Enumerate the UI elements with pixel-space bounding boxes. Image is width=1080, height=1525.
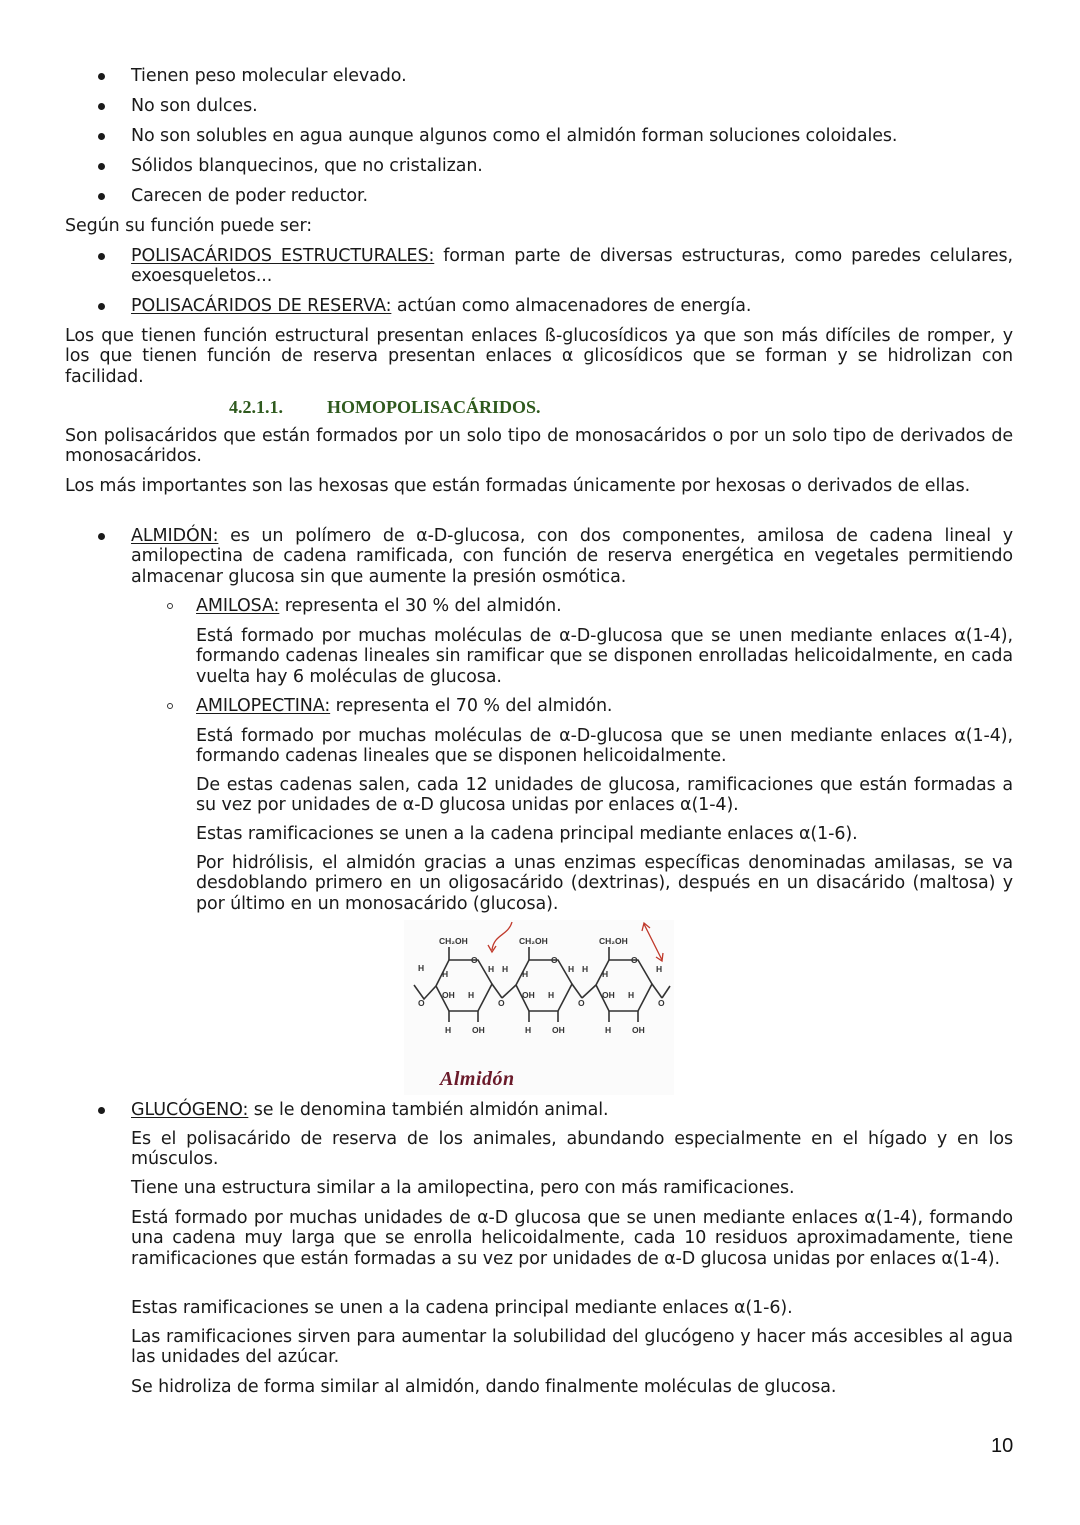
svg-text:O: O bbox=[418, 998, 425, 1008]
svg-text:O: O bbox=[551, 955, 558, 965]
amilopectina-detail: Está formado por muchas moléculas de α-D-glucosa que se unen mediante enlaces α(1-4), formando cadenas lineales que se disponen helicoidalmente. bbox=[196, 726, 1013, 767]
amilosa-detail: Está formado por muchas moléculas de α-D-glucosa que se unen mediante enlaces α(1-4), formando cadenas lineales sin ramificar que se disponen enrolladas helicoidalmente, en cada vuelta hay 6 moléculas de glucosa. bbox=[196, 626, 1013, 687]
svg-text:O: O bbox=[658, 998, 665, 1008]
glucogeno-detail: Tiene una estructura similar a la amilopectina, pero con más ramificaciones. bbox=[131, 1178, 795, 1198]
svg-text:H: H bbox=[442, 969, 449, 979]
bullet-icon bbox=[98, 73, 105, 80]
svg-text:H: H bbox=[418, 963, 425, 973]
glucogeno-item: GLUCÓGENO: se le denomina también almidón animal. bbox=[131, 1100, 609, 1120]
amilopectina-detail: Por hidrólisis, el almidón gracias a unas enzimas específicas denominadas amilasas, se va desdoblando primero en un oligosacárido (dextrinas), después en un disacárido (maltosa) y por último en un monosacárido (glucosa). bbox=[196, 853, 1013, 914]
glucogeno-detail: Estas ramificaciones se unen a la cadena principal mediante enlaces α(1-6). bbox=[131, 1298, 793, 1318]
svg-text:H: H bbox=[548, 990, 555, 1000]
starch-molecule-diagram bbox=[404, 920, 674, 1060]
svg-text:OH: OH bbox=[472, 1025, 485, 1035]
svg-text:CH₂OH: CH₂OH bbox=[519, 936, 548, 946]
svg-text:O: O bbox=[498, 998, 505, 1008]
term-amilopectina: AMILOPECTINA: bbox=[196, 696, 331, 716]
function-intro: Según su función puede ser: bbox=[65, 216, 313, 236]
svg-text:OH: OH bbox=[442, 990, 455, 1000]
bullet-icon bbox=[98, 133, 105, 140]
property-item: Carecen de poder reductor. bbox=[131, 186, 368, 206]
svg-text:H: H bbox=[525, 1025, 532, 1035]
property-item: No son solubles en agua aunque algunos como el almidón forman soluciones coloidales. bbox=[131, 126, 898, 146]
amilopectina-detail: De estas cadenas salen, cada 12 unidades de glucosa, ramificaciones que están formadas a su vez por unidades de α-D glucosa unidas por enlaces α(1-4). bbox=[196, 775, 1013, 816]
term-almidon: ALMIDÓN: bbox=[131, 526, 219, 546]
svg-text:OH: OH bbox=[552, 1025, 565, 1035]
amilopectina-detail: Estas ramificaciones se unen a la cadena principal mediante enlaces α(1-6). bbox=[196, 824, 858, 844]
almidon-item: ALMIDÓN: es un polímero de α-D-glucosa, con dos componentes, amilosa de cadena lineal y amilopectina de cadena ramificada, con función de reserva energética en vegetales permitiendo almacenar glucosa sin que aumente la presión osmótica. bbox=[131, 526, 1013, 587]
svg-text:H: H bbox=[628, 990, 635, 1000]
svg-text:O: O bbox=[631, 955, 638, 965]
property-item: No son dulces. bbox=[131, 96, 258, 116]
homo-definition: Son polisacáridos que están formados por un solo tipo de monosacáridos o por un solo tipo de derivados de monosacáridos. bbox=[65, 426, 1013, 467]
svg-text:CH₂OH: CH₂OH bbox=[439, 936, 468, 946]
svg-text:H: H bbox=[605, 1025, 612, 1035]
function-reserve: POLISACÁRIDOS DE RESERVA: actúan como almacenadores de energía. bbox=[131, 296, 752, 316]
function-structural: POLISACÁRIDOS ESTRUCTURALES: forman parte de diversas estructuras, como paredes celulares, exoesqueletos... bbox=[131, 246, 1013, 287]
bullet-icon bbox=[98, 193, 105, 200]
svg-text:CH₂OH: CH₂OH bbox=[599, 936, 628, 946]
svg-text:H: H bbox=[602, 969, 609, 979]
term-amilosa: AMILOSA: bbox=[196, 596, 280, 616]
svg-text:OH: OH bbox=[632, 1025, 645, 1035]
svg-text:OH: OH bbox=[522, 990, 535, 1000]
page-number: 10 bbox=[991, 1435, 1014, 1457]
term-reserve: POLISACÁRIDOS DE RESERVA: bbox=[131, 296, 392, 316]
bullet-icon bbox=[98, 303, 105, 310]
term-structural: POLISACÁRIDOS ESTRUCTURALES: bbox=[131, 246, 435, 266]
bullet-icon bbox=[98, 103, 105, 110]
section-title: HOMOPOLISACÁRIDOS. bbox=[327, 397, 541, 417]
svg-text:H: H bbox=[568, 964, 575, 974]
amilopectina-item: AMILOPECTINA: representa el 70 % del almidón. bbox=[196, 696, 613, 716]
svg-text:H: H bbox=[582, 964, 589, 974]
svg-text:H: H bbox=[445, 1025, 452, 1035]
glucogeno-detail: Se hidroliza de forma similar al almidón, dando finalmente moléculas de glucosa. bbox=[131, 1377, 837, 1397]
homo-important: Los más importantes son las hexosas que están formadas únicamente por hexosas o derivados de ellas. bbox=[65, 476, 971, 496]
bullet-icon bbox=[98, 533, 105, 540]
svg-text:O: O bbox=[578, 998, 585, 1008]
figure-caption: Almidón bbox=[440, 1068, 515, 1090]
bullet-icon bbox=[98, 253, 105, 260]
svg-text:H: H bbox=[656, 964, 663, 974]
svg-text:O: O bbox=[471, 955, 478, 965]
term-glucogeno: GLUCÓGENO: bbox=[131, 1100, 249, 1120]
bond-paragraph: Los que tienen función estructural presentan enlaces ß-glucosídicos ya que son más difíciles de romper, y los que tienen función de reserva presentan enlaces α glicosídicos que se forman y se hidrolizan con facilidad. bbox=[65, 326, 1013, 387]
amilosa-item: AMILOSA: representa el 30 % del almidón. bbox=[196, 596, 562, 616]
circle-bullet-icon bbox=[167, 603, 173, 609]
svg-text:OH: OH bbox=[602, 990, 615, 1000]
property-item: Tienen peso molecular elevado. bbox=[131, 66, 407, 86]
svg-text:H: H bbox=[488, 964, 495, 974]
glucogeno-detail: Está formado por muchas unidades de α-D glucosa que se unen mediante enlaces α(1-4), formando una cadena muy larga que se enrolla helicoidalmente, cada 10 residuos aproximadamente, tiene ramificaciones que están formadas a su vez por unidades de α-D glucosa unidas por enlaces α(1-4). bbox=[131, 1208, 1013, 1269]
svg-text:H: H bbox=[468, 990, 475, 1000]
glucogeno-detail: Es el polisacárido de reserva de los animales, abundando especialmente en el hígado y en los músculos. bbox=[131, 1129, 1013, 1170]
section-heading bbox=[229, 397, 541, 418]
bullet-icon bbox=[98, 1107, 105, 1114]
glucogeno-detail: Las ramificaciones sirven para aumentar la solubilidad del glucógeno y hacer más accesibles al agua las unidades del azúcar. bbox=[131, 1327, 1013, 1368]
circle-bullet-icon bbox=[167, 703, 173, 709]
svg-text:H: H bbox=[522, 969, 529, 979]
svg-text:H: H bbox=[502, 964, 509, 974]
section-number: 4.2.1.1. bbox=[229, 397, 283, 417]
bullet-icon bbox=[98, 163, 105, 170]
property-item: Sólidos blanquecinos, que no cristalizan. bbox=[131, 156, 483, 176]
